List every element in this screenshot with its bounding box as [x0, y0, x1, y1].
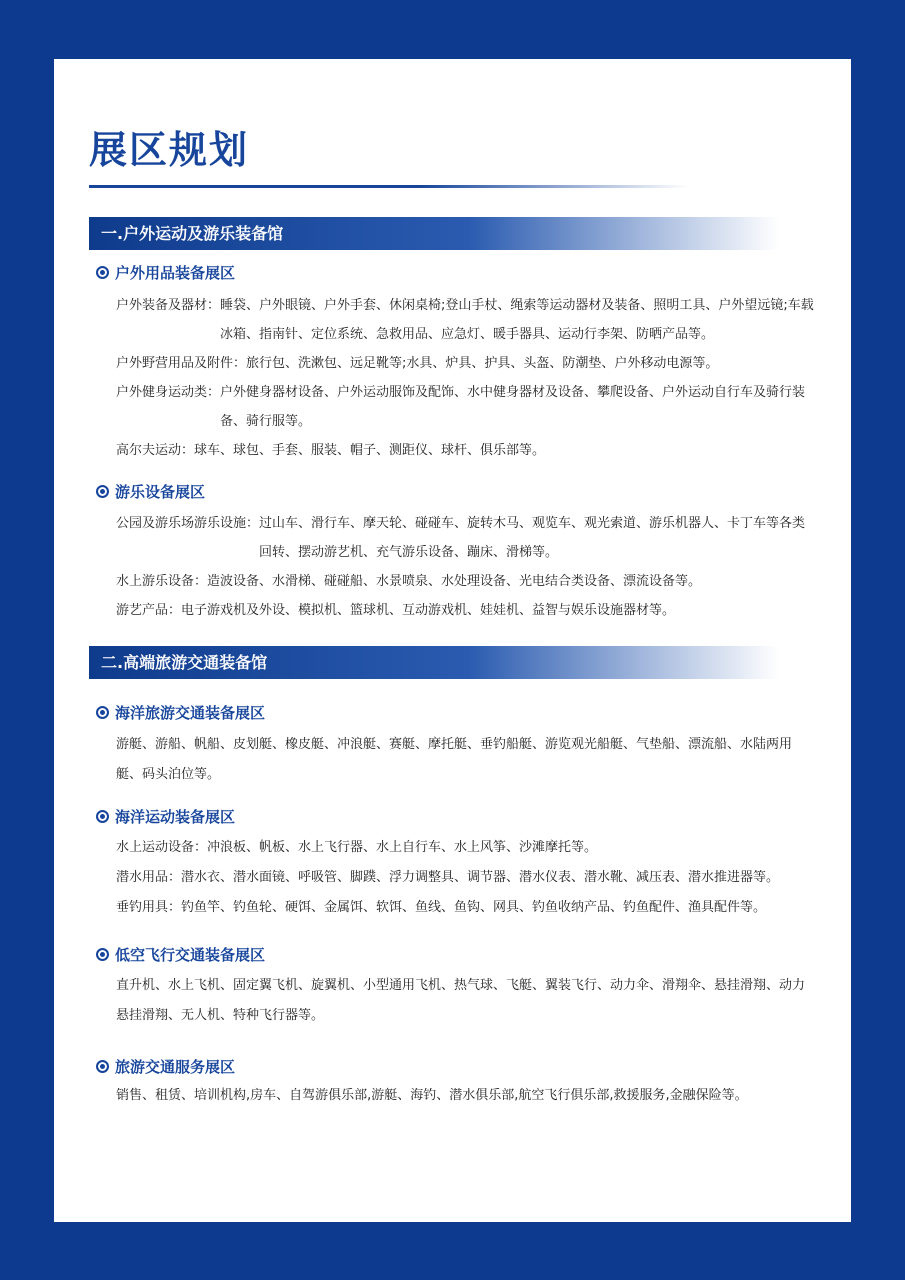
category-row	[116, 893, 816, 922]
category-label: 户外健身运动类：	[116, 385, 221, 400]
category-items: 睡袋、户外眼镜、户外手套、休闲桌椅;登山手杖、绳索等运动器材及装备、照明工具、户外望远镜;车载冰箱、指南针、定位系统、急救用品、应急灯、暖手器具、运动行李架、防晒产品等。	[220, 298, 814, 342]
circle-bullet-icon	[96, 1060, 109, 1073]
circle-bullet-icon	[96, 266, 109, 279]
category-row	[116, 833, 816, 862]
subsection-title-transport-services	[96, 1056, 235, 1078]
category-items: 冲浪板、帆板、水上飞行器、水上自行车、水上风筝、沙滩摩托等。	[207, 840, 598, 855]
subsection-title-marine-sports	[96, 806, 235, 828]
subsection-title-text: 游乐设备展区	[115, 483, 206, 501]
category-label: 高尔夫运动：	[116, 443, 195, 458]
category-items: 球车、球包、手套、服装、帽子、测距仪、球杆、俱乐部等。	[194, 443, 546, 458]
circle-bullet-icon	[96, 706, 109, 719]
subsection-title-amusement	[96, 481, 205, 503]
circle-bullet-icon	[96, 948, 109, 961]
category-row	[116, 567, 816, 596]
subsection-title-low-altitude	[96, 944, 265, 966]
category-items: 潜水衣、潜水面镜、呼吸管、脚蹼、浮力调整具、调节器、潜水仪表、潜水靴、减压表、潜水推进器等。	[181, 870, 780, 885]
subsection-title-text: 低空飞行交通装备展区	[115, 946, 266, 964]
category-label: 公园及游乐场游乐设施：	[116, 516, 260, 531]
section-heading-outdoor: 一.户外运动及游乐装备馆	[89, 217, 779, 250]
category-items: 钓鱼竿、钓鱼轮、硬饵、金属饵、软饵、鱼线、鱼钩、网具、钓鱼收纳产品、钓鱼配件、渔具配件等。	[181, 900, 767, 915]
page-frame	[54, 59, 851, 1222]
category-label: 水上运动设备：	[116, 840, 208, 855]
category-label: 潜水用品：	[116, 870, 182, 885]
category-label: 水上游乐设备：	[116, 574, 208, 589]
category-items: 户外健身器材设备、户外运动服饰及配饰、水中健身器材及设备、攀爬设备、户外运动自行车及骑行装备、骑行服等。	[220, 385, 806, 429]
subsection-text: 直升机、水上飞机、固定翼飞机、旋翼机、小型通用飞机、热气球、飞艇、翼装飞行、动力伞、滑翔伞、悬挂滑翔、动力悬挂滑翔、无人机、特种飞行器等。	[116, 978, 806, 1023]
category-row	[116, 863, 816, 892]
category-row	[116, 349, 816, 378]
category-row	[116, 378, 816, 436]
subsection-title-text: 海洋运动装备展区	[115, 808, 236, 826]
circle-bullet-icon	[96, 810, 109, 823]
subsection-title-text: 户外用品装备展区	[115, 264, 236, 282]
subsection-title-marine-transport	[96, 702, 265, 724]
subsection-title-outdoor-goods	[96, 262, 235, 284]
category-label: 垂钓用具：	[116, 900, 182, 915]
category-items: 电子游戏机及外设、模拟机、篮球机、互动游戏机、娃娃机、益智与娱乐设施器材等。	[181, 603, 676, 618]
category-row	[116, 509, 816, 567]
category-row	[116, 596, 816, 625]
page-title: 展区规划	[89, 128, 250, 172]
category-items: 造波设备、水滑梯、碰碰船、水景喷泉、水处理设备、光电结合类设备、漂流设备等。	[207, 574, 702, 589]
category-items: 旅行包、洗漱包、远足靴等;水具、炉具、护具、头盔、防潮垫、户外移动电源等。	[246, 356, 719, 371]
subsection-text: 游艇、游船、帆船、皮划艇、橡皮艇、冲浪艇、赛艇、摩托艇、垂钓船艇、游览观光船艇、气垫船、漂流船、水陆两用艇、码头泊位等。	[116, 737, 793, 782]
category-items: 过山车、滑行车、摩天轮、碰碰车、旋转木马、观览车、观光索道、游乐机器人、卡丁车等各类回转、摆动游艺机、充气游乐设备、蹦床、滑梯等。	[259, 516, 806, 560]
category-row	[116, 291, 816, 349]
category-row	[116, 436, 816, 465]
category-label: 游艺产品：	[116, 603, 182, 618]
title-divider	[89, 185, 689, 188]
category-label: 户外装备及器材：	[116, 298, 221, 313]
subsection-title-text: 旅游交通服务展区	[115, 1058, 236, 1076]
subsection-title-text: 海洋旅游交通装备展区	[115, 704, 266, 722]
section-heading-transport: 二.高端旅游交通装备馆	[89, 646, 779, 679]
subsection-text: 销售、租赁、培训机构,房车、自驾游俱乐部,游艇、海钓、潜水俱乐部,航空飞行俱乐部,救援服务,金融保险等。	[116, 1088, 748, 1103]
category-label: 户外野营用品及附件：	[116, 356, 247, 371]
circle-bullet-icon	[96, 485, 109, 498]
